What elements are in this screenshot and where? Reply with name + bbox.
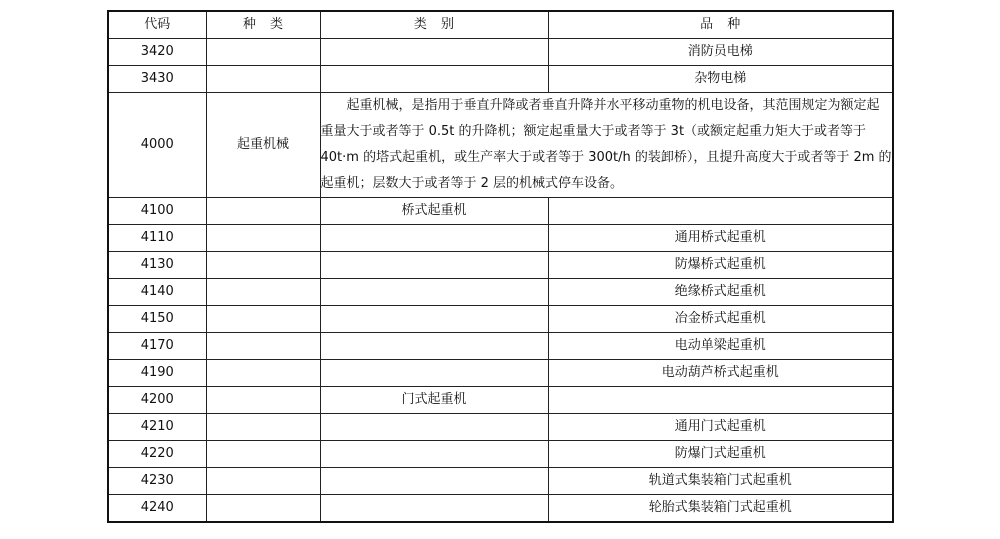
code-cell: 4140 <box>108 279 206 306</box>
code-cell: 4170 <box>108 333 206 360</box>
code-cell: 3420 <box>108 39 206 66</box>
table-row <box>108 441 893 468</box>
table-row <box>108 252 893 279</box>
code-cell: 4130 <box>108 252 206 279</box>
code-cell: 4210 <box>108 414 206 441</box>
code-cell: 4230 <box>108 468 206 495</box>
equipment-catalog-table <box>107 10 894 523</box>
kind-cell <box>206 66 320 93</box>
code-cell: 4200 <box>108 387 206 414</box>
category-cell <box>320 252 548 279</box>
kind-cell <box>206 414 320 441</box>
variety-cell: 电动单梁起重机 <box>548 333 893 360</box>
code-cell: 4000 <box>108 93 206 198</box>
variety-cell: 消防员电梯 <box>548 39 893 66</box>
kind-cell <box>206 306 320 333</box>
table-row <box>108 414 893 441</box>
table-row <box>108 360 893 387</box>
code-cell: 3430 <box>108 66 206 93</box>
header-code: 代码 <box>108 11 206 39</box>
code-cell: 4110 <box>108 225 206 252</box>
kind-cell <box>206 279 320 306</box>
category-cell <box>320 414 548 441</box>
category-cell: 门式起重机 <box>320 387 548 414</box>
table-row <box>108 279 893 306</box>
header-row <box>108 11 893 39</box>
table-row <box>108 387 893 414</box>
category-cell <box>320 360 548 387</box>
table-row <box>108 198 893 225</box>
kind-cell <box>206 225 320 252</box>
category-cell <box>320 441 548 468</box>
code-cell: 4100 <box>108 198 206 225</box>
variety-cell <box>548 198 893 225</box>
kind-cell <box>206 360 320 387</box>
category-cell <box>320 225 548 252</box>
kind-cell <box>206 333 320 360</box>
variety-cell: 通用门式起重机 <box>548 414 893 441</box>
kind-cell <box>206 39 320 66</box>
category-cell <box>320 66 548 93</box>
code-cell: 4190 <box>108 360 206 387</box>
kind-cell <box>206 495 320 523</box>
table-row <box>108 66 893 93</box>
kind-cell <box>206 441 320 468</box>
category-cell <box>320 39 548 66</box>
variety-cell <box>548 387 893 414</box>
variety-cell: 绝缘桥式起重机 <box>548 279 893 306</box>
variety-cell: 冶金桥式起重机 <box>548 306 893 333</box>
category-cell <box>320 468 548 495</box>
code-cell: 4240 <box>108 495 206 523</box>
variety-cell: 轨道式集装箱门式起重机 <box>548 468 893 495</box>
header-category: 类 别 <box>320 11 548 39</box>
variety-cell: 防爆桥式起重机 <box>548 252 893 279</box>
category-cell <box>320 279 548 306</box>
category-cell <box>320 306 548 333</box>
kind-cell <box>206 198 320 225</box>
code-cell: 4220 <box>108 441 206 468</box>
variety-cell: 杂物电梯 <box>548 66 893 93</box>
kind-cell <box>206 252 320 279</box>
kind-cell: 起重机械 <box>206 93 320 198</box>
table-row <box>108 225 893 252</box>
kind-cell <box>206 468 320 495</box>
code-cell: 4150 <box>108 306 206 333</box>
header-variety: 品 种 <box>548 11 893 39</box>
header-kind: 种 类 <box>206 11 320 39</box>
table-row <box>108 468 893 495</box>
table-row <box>108 495 893 523</box>
table-row <box>108 39 893 66</box>
category-cell <box>320 333 548 360</box>
variety-cell: 通用桥式起重机 <box>548 225 893 252</box>
kind-cell <box>206 387 320 414</box>
variety-cell: 电动葫芦桥式起重机 <box>548 360 893 387</box>
table-row <box>108 333 893 360</box>
category-cell: 桥式起重机 <box>320 198 548 225</box>
category-cell <box>320 495 548 523</box>
variety-cell: 防爆门式起重机 <box>548 441 893 468</box>
crane-definition-row <box>108 93 893 198</box>
crane-definition-text: 起重机械，是指用于垂直升降或者垂直升降并水平移动重物的机电设备，其范围规定为额定起重量大于或者等于 0.5t 的升降机；额定起重量大于或者等于 3t（或额定起重力矩大于或者等于 40t·m 的塔式起重机，或生产率大于或者等于 300t/h 的装卸桥），且提升高度大于或者等于 2m 的起重机；层数大于或者等于 2 层的机械式停车设备。 <box>320 93 893 198</box>
table-row <box>108 306 893 333</box>
variety-cell: 轮胎式集装箱门式起重机 <box>548 495 893 523</box>
